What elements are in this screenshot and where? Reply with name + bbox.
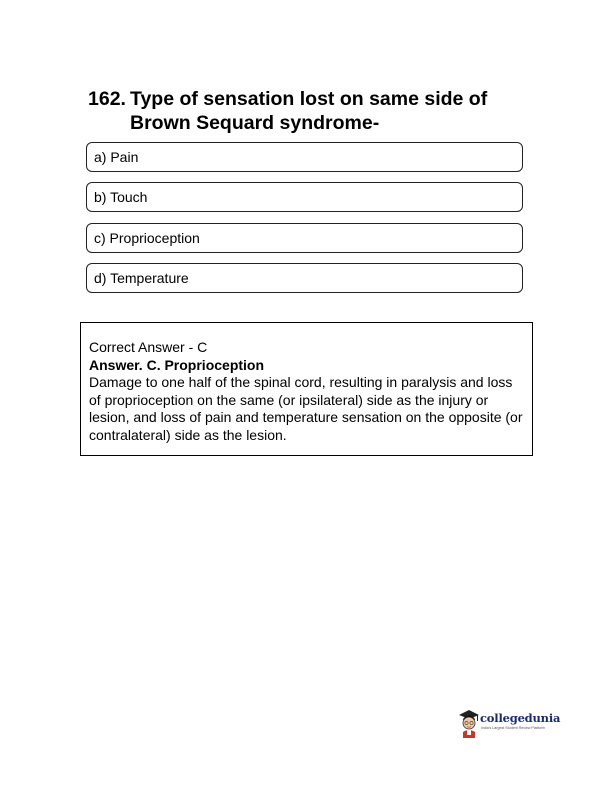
option-b[interactable] (86, 182, 523, 212)
collegedunia-logo (458, 708, 568, 740)
option-c-label: c) Proprioception (94, 230, 200, 246)
option-c[interactable] (86, 223, 523, 253)
option-d[interactable] (86, 263, 523, 293)
answer-heading: Answer. C. Proprioception (89, 356, 265, 373)
question-text-line2: Brown Sequard syndrome- (130, 112, 380, 134)
logo-brand: collegedunia (480, 711, 561, 725)
correct-answer: Correct Answer - C (89, 339, 208, 355)
option-d-label: d) Temperature (94, 270, 189, 286)
answer-box (80, 322, 533, 456)
logo-tagline: India's Largest Student Review Platform (481, 726, 545, 730)
option-a[interactable] (86, 142, 523, 172)
question-text-line1: Type of sensation lost on same side of (130, 88, 488, 110)
option-a-label: a) Pain (94, 149, 139, 165)
graduate-mascot-icon (458, 708, 480, 738)
answer-explanation: Damage to one half of the spinal cord, resulting in paralysis and loss of proprioception on the same (or ipsilateral) side as the injury or lesion, and loss of pain and temperature sensation on the opposite (or contralateral) side as the lesion. (89, 374, 523, 443)
question-number: 162. (88, 88, 126, 110)
option-b-label: b) Touch (94, 189, 148, 205)
question (88, 87, 528, 135)
